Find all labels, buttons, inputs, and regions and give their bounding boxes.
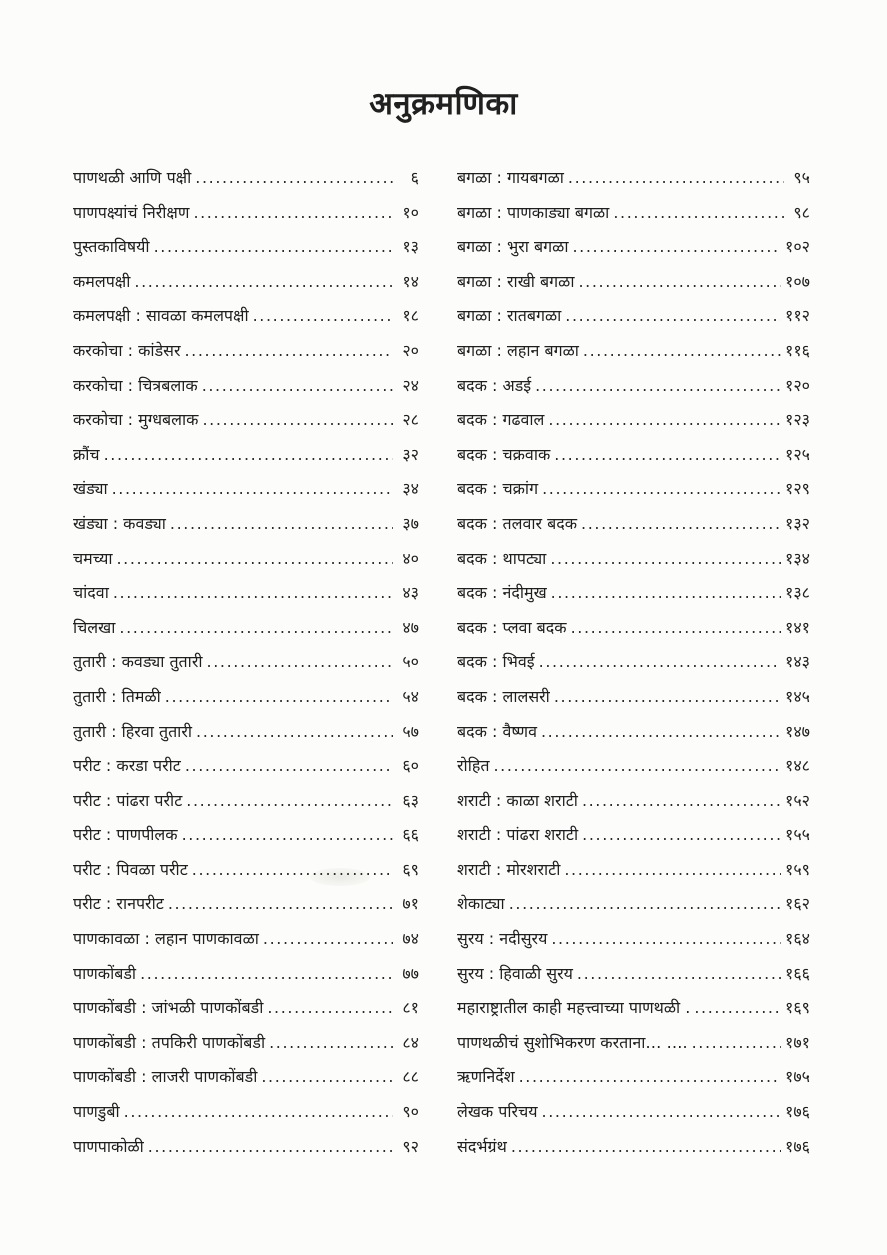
toc-entry-page: १५५: [785, 825, 810, 845]
toc-entry-page: ६३: [402, 790, 419, 810]
toc-entry: [73, 823, 419, 858]
toc-entry-title: बदक : नंदीमुख: [457, 583, 547, 603]
dot-leader: [117, 549, 394, 568]
toc-entry-page: १५९: [785, 859, 810, 879]
toc-entry-title: पाणकोंबडी : लाजरी पाणकोंबडी: [73, 1067, 258, 1087]
toc-entry-page: ३७: [402, 513, 419, 533]
toc-entry-page: ५०: [402, 652, 419, 672]
toc-entry-page: ९५: [793, 168, 810, 187]
dot-leader: [112, 479, 393, 498]
toc-entry: [73, 858, 419, 893]
toc-entry: [73, 270, 419, 305]
toc-entry-title: परीट : रानपरीट: [73, 894, 164, 914]
toc-entry: [457, 547, 810, 582]
toc-entry-title: कमलपक्षी: [73, 271, 131, 291]
toc-entry-title: संदर्भग्रंथ: [457, 1136, 507, 1156]
dot-leader: [581, 514, 781, 533]
toc-entry-page: ६९: [402, 859, 419, 879]
toc-entry: [457, 616, 810, 651]
toc-entry-title: कमलपक्षी : सावळा कमलपक्षी: [73, 306, 249, 326]
toc-entry-page: १३८: [785, 583, 810, 603]
toc-entry-page: १२३: [785, 410, 810, 430]
toc-entry: [73, 547, 419, 582]
toc-entry-page: १४३: [785, 652, 810, 672]
toc-entry: [73, 996, 419, 1031]
toc-entry: [73, 754, 419, 789]
toc-entry-title: परीट : पाणपीलक: [73, 825, 178, 845]
toc-entry-title: चमच्या: [73, 548, 113, 568]
dot-leader: [261, 1067, 393, 1086]
toc-entry-page: ९८: [793, 202, 810, 222]
dot-leader: [493, 756, 781, 775]
dot-leader: [582, 791, 781, 810]
toc-entry-title: खंड्या : कवड्या: [73, 513, 166, 533]
toc-entry-title: शेकाट्या: [457, 894, 505, 914]
toc-entry: [457, 927, 810, 962]
toc-entry-page: १३: [402, 237, 419, 257]
dot-leader: [578, 272, 781, 291]
toc-entry-page: १२९: [785, 479, 810, 499]
toc-entry-title: पाणथळी आणि पक्षी: [73, 168, 192, 187]
toc-entry-title: बगळा : राखी बगळा: [457, 271, 575, 291]
dot-leader: [119, 618, 393, 637]
toc-entry-page: १२५: [785, 444, 810, 464]
dot-leader: [551, 929, 781, 948]
dot-leader: [541, 722, 781, 741]
toc-entry: [73, 339, 419, 374]
dot-leader: [564, 860, 781, 879]
toc-entry-page: २४: [402, 375, 419, 395]
toc-entry-page: ११६: [785, 340, 810, 360]
toc-entry-title: तुतारी : कवड्या तुतारी: [73, 652, 203, 672]
toc-entry-page: ९०: [402, 1102, 419, 1122]
toc-entry: [73, 789, 419, 824]
toc-entry-page: ३४: [402, 479, 419, 499]
toc-entry-title: बगळा : गायबगळा: [457, 168, 564, 187]
toc-entry-title: पाणकावळा : लहान पाणकावळा: [73, 929, 259, 949]
toc-entry: [457, 996, 810, 1031]
dot-leader: [267, 998, 393, 1017]
dot-leader: [196, 722, 393, 741]
toc-entry: [73, 892, 419, 927]
toc-entry-title: पुस्तकाविषयी: [73, 237, 150, 257]
toc-entry-title: चांदवा: [73, 583, 109, 603]
toc-entry-page: २८: [402, 410, 419, 430]
toc-entry-title: करकोचा : कांडेसर: [73, 340, 181, 360]
toc-entry-title: परीट : पांढरा परीट: [73, 790, 183, 810]
toc-entry-title: पाणथळीचं सुशोभिकरण करताना… ….: [457, 1032, 688, 1052]
toc-entry: [457, 512, 810, 547]
toc-entry: [73, 304, 419, 339]
toc-entry-title: बगळा : रातबगळा: [457, 306, 562, 326]
toc-entry-page: ९२: [402, 1136, 419, 1156]
toc-entry-page: १६२: [785, 894, 810, 914]
dot-leader: [572, 237, 781, 256]
toc-entry-title: चिलखा: [73, 617, 116, 637]
toc-entry: [457, 789, 810, 824]
toc-entry-page: ५७: [402, 721, 419, 741]
dot-leader: [186, 791, 393, 810]
toc-entry-page: १४७: [785, 721, 810, 741]
toc-entry: [457, 581, 810, 616]
dot-leader: [551, 583, 781, 602]
dot-leader: [134, 272, 393, 291]
dot-leader: [184, 341, 393, 360]
toc-entry-page: १०२: [785, 237, 810, 257]
dot-leader: [168, 894, 393, 913]
toc-entry-title: पाणडुबी: [73, 1102, 120, 1122]
toc-entry-title: परीट : पिवळा परीट: [73, 859, 188, 879]
toc-entry-title: तुतारी : तिमळी: [73, 686, 161, 706]
toc-entry-title: बदक : गढवाल: [457, 410, 545, 430]
toc-entry-title: ऋणनिर्देश: [457, 1067, 515, 1087]
toc-entry: [457, 823, 810, 858]
toc-entry: [73, 1065, 419, 1100]
toc-entry-title: बदक : अडई: [457, 375, 532, 395]
toc-entry-title: परीट : करडा परीट: [73, 756, 181, 776]
toc-entry: [73, 477, 419, 512]
dot-leader: [509, 894, 781, 913]
toc-entry: [457, 166, 810, 201]
toc-entry-title: शराटी : मोरशराटी: [457, 859, 561, 879]
dot-leader: [535, 376, 781, 395]
dot-leader: [202, 410, 393, 429]
toc-entry: [457, 858, 810, 893]
toc-entry: [457, 754, 810, 789]
dot-leader: [571, 618, 781, 637]
dot-leader: [542, 479, 781, 498]
toc-entry: [457, 1031, 810, 1066]
toc-left-column: [73, 166, 419, 1169]
toc-entry: [73, 962, 419, 997]
toc-entry-title: बगळा : लहान बगळा: [457, 340, 579, 360]
dot-leader: [170, 514, 393, 533]
toc-entry-page: ४३: [402, 583, 419, 603]
toc-entry: [457, 477, 810, 512]
toc-entry-page: १२०: [785, 375, 810, 395]
toc-entry-title: पाणकोंबडी : जांभळी पाणकोंबडी: [73, 998, 264, 1018]
dot-leader: [554, 445, 781, 464]
toc-entry-page: ७७: [402, 963, 419, 983]
toc-entry-page: १४१: [785, 617, 810, 637]
dot-leader: [140, 964, 393, 983]
toc-entry: [457, 408, 810, 443]
toc-entry-title: पाणकोंबडी : तपकिरी पाणकोंबडी: [73, 1032, 266, 1052]
toc-entry-page: १६४: [785, 929, 810, 949]
toc-entry-page: ४०: [402, 548, 419, 568]
toc-entry-title: बगळा : भुरा बगळा: [457, 237, 569, 257]
dot-leader: [519, 1067, 781, 1086]
toc-entry-title: पाणपाकोळी: [73, 1136, 144, 1156]
dot-leader: [577, 964, 781, 983]
toc-entry-title: बगळा : पाणकाड्या बगळा: [457, 202, 610, 222]
dot-leader: [148, 1137, 393, 1156]
toc-entry-title: बदक : चक्रांग: [457, 479, 539, 499]
toc-entry: [73, 1135, 419, 1170]
toc-entry-title: पाणकोंबडी: [73, 963, 137, 983]
toc-entry: [457, 1065, 810, 1100]
toc-right-column: [457, 166, 810, 1169]
toc-entry: [457, 270, 810, 305]
toc-entry: [457, 443, 810, 478]
toc-entry: [73, 443, 419, 478]
toc-entry-title: करकोचा : चित्रबलाक: [73, 375, 198, 395]
dot-leader: [104, 445, 393, 464]
dot-leader: [613, 203, 784, 222]
toc-entry-title: खंड्या: [73, 479, 108, 499]
toc-entry-page: १६६: [785, 963, 810, 983]
dot-leader: [154, 237, 393, 256]
toc-entry: [73, 166, 419, 201]
toc-entry: [457, 1100, 810, 1135]
toc-entry-title: सुरय : नदीसुरय: [457, 929, 548, 949]
toc-entry-title: बदक : तलवार बदक: [457, 513, 578, 533]
toc-entry-title: बदक : वैष्णव: [457, 721, 537, 741]
dot-leader: [113, 583, 393, 602]
dot-leader: [582, 825, 781, 844]
toc-entry-page: १७५: [785, 1067, 810, 1087]
dot-leader: [542, 1102, 782, 1121]
dot-leader: [539, 652, 781, 671]
toc-entry: [457, 304, 810, 339]
toc-entry-page: १४८: [785, 756, 810, 776]
toc-entry-title: रोहित: [457, 756, 490, 776]
toc-entry-title: महाराष्ट्रातील काही महत्त्वाच्या पाणथळी .: [457, 998, 691, 1018]
toc-entry: [457, 650, 810, 685]
toc-entry-title: शराटी : काळा शराटी: [457, 790, 578, 810]
toc-entry-page: ११२: [785, 306, 810, 326]
toc-entry: [457, 374, 810, 409]
dot-leader: [202, 376, 393, 395]
toc-entry-page: ५४: [402, 686, 419, 706]
toc-entry: [73, 581, 419, 616]
dot-leader: [568, 168, 784, 187]
toc-entry-page: १४५: [785, 686, 810, 706]
toc-entry: [457, 962, 810, 997]
toc-entry-title: तुतारी : हिरवा तुतारी: [73, 721, 193, 741]
dot-leader: [192, 860, 393, 879]
toc-entry: [73, 408, 419, 443]
toc-entry: [73, 685, 419, 720]
dot-leader: [253, 306, 393, 325]
toc-entry-title: बदक : चक्रवाक: [457, 444, 551, 464]
page-title: अनुक्रमणिका: [369, 86, 518, 122]
toc-entry-page: १४: [402, 271, 419, 291]
toc-entry-page: १७१: [785, 1032, 810, 1052]
toc-entry: [457, 339, 810, 374]
toc-entry-page: ८८: [402, 1067, 419, 1087]
toc-entry-page: १८: [402, 306, 419, 326]
toc-entry: [457, 720, 810, 755]
toc-entry-page: २०: [402, 340, 419, 360]
toc-entry: [73, 720, 419, 755]
toc-entry-page: १५२: [785, 790, 810, 810]
toc-entry-title: बदक : लालसरी: [457, 686, 550, 706]
dot-leader: [263, 929, 393, 948]
toc-entry-title: करकोचा : मुग्धबलाक: [73, 410, 199, 430]
toc-entry: [73, 1100, 419, 1135]
toc-entry: [73, 927, 419, 962]
toc-entry: [73, 1031, 419, 1066]
toc-entry-page: १०: [402, 202, 419, 222]
toc-entry-page: ३२: [402, 444, 419, 464]
dot-leader: [207, 652, 393, 671]
dot-leader: [185, 756, 393, 775]
dot-leader: [193, 203, 393, 222]
toc-entry: [457, 235, 810, 270]
toc-entry-title: क्रौंच: [73, 444, 100, 464]
toc-entry-title: बदक : भिवई: [457, 652, 535, 672]
toc-entry-page: १३२: [785, 513, 810, 533]
dot-leader: [182, 825, 393, 844]
toc-entry-page: १३४: [785, 548, 810, 568]
toc-entry: [457, 201, 810, 236]
toc-entry-title: शराटी : पांढरा शराटी: [457, 825, 579, 845]
dot-leader: [694, 998, 781, 1017]
dot-leader: [269, 1033, 393, 1052]
toc-entry: [457, 892, 810, 927]
toc-entry-title: सुरय : हिवाळी सुरय: [457, 963, 573, 983]
toc-entry: [457, 1135, 810, 1170]
dot-leader: [565, 306, 781, 325]
toc-entry: [73, 616, 419, 651]
dot-leader: [124, 1102, 393, 1121]
toc-entry-page: ६०: [402, 756, 419, 776]
toc-entry: [457, 685, 810, 720]
toc-entry-page: १०७: [785, 271, 810, 291]
toc-entry-title: लेखक परिचय: [457, 1102, 538, 1122]
toc-entry-page: ७४: [402, 929, 419, 949]
toc-entry-page: ४७: [402, 617, 419, 637]
toc-entry: [73, 512, 419, 547]
toc-entry-page: ६: [410, 168, 419, 187]
toc-entry: [73, 201, 419, 236]
dot-leader: [195, 168, 393, 187]
dot-leader: [550, 549, 781, 568]
toc-entry-title: बदक : प्लवा बदक: [457, 617, 567, 637]
toc-entry: [73, 235, 419, 270]
toc-entry-page: ८१: [402, 998, 419, 1018]
dot-leader: [554, 687, 781, 706]
dot-leader: [583, 341, 781, 360]
toc-entry-page: ७१: [402, 894, 419, 914]
toc-entry-page: १६९: [785, 998, 810, 1018]
dot-leader: [548, 410, 781, 429]
toc-entry: [73, 374, 419, 409]
toc-entry-page: १७६: [785, 1136, 810, 1156]
dot-leader: [165, 687, 393, 706]
dot-leader: [511, 1137, 781, 1156]
toc-entry-title: पाणपक्ष्यांचं निरीक्षण: [73, 202, 190, 222]
toc-entry-page: १७६: [785, 1102, 810, 1122]
toc-entry-page: ६६: [402, 825, 419, 845]
toc-entry-title: बदक : थापट्या: [457, 548, 547, 568]
toc-entry: [73, 650, 419, 685]
dot-leader: [692, 1033, 781, 1052]
toc-entry-page: ८४: [402, 1032, 419, 1052]
